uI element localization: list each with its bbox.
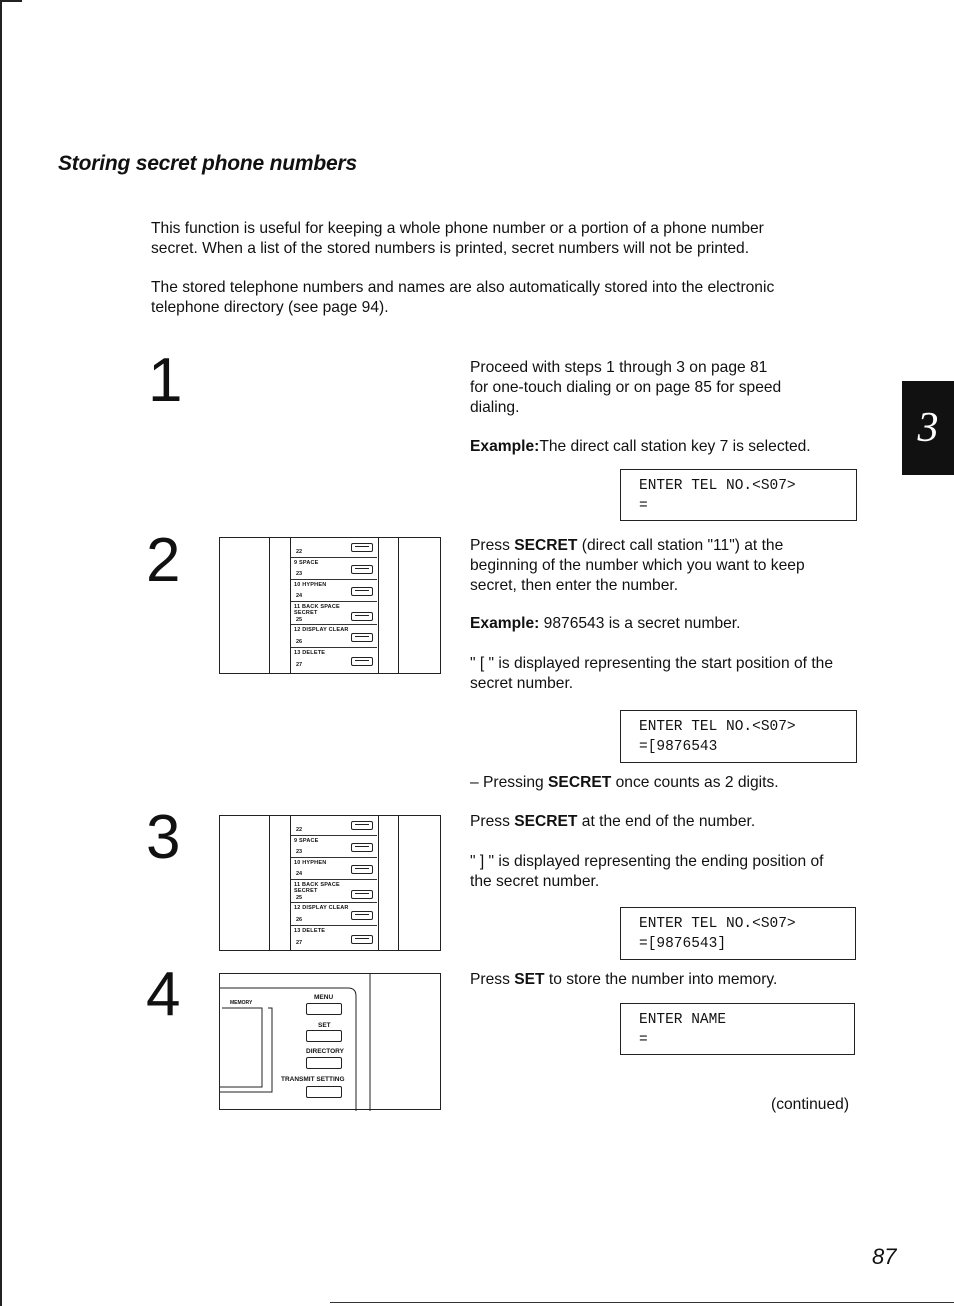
lcd-line: =	[639, 498, 648, 514]
step-3-text	[470, 812, 870, 832]
transmit-setting-label: TRANSMIT SETTING	[281, 1076, 345, 1083]
secret-key-button	[351, 612, 373, 621]
key-number: 27	[296, 662, 303, 668]
key-number: 23	[296, 571, 303, 577]
lcd-line: =[9876543]	[639, 936, 727, 952]
key-divider	[291, 624, 377, 625]
key-divider	[291, 925, 377, 926]
key-divider	[291, 835, 377, 836]
example-label: Example:	[470, 615, 540, 632]
press-text: Press	[470, 537, 515, 554]
key-label: 11 BACK SPACE SECRET	[294, 604, 340, 616]
key-name: SET	[514, 971, 545, 988]
key-label: 10 HYPHEN	[294, 860, 327, 866]
keypad-illustration-step-2	[219, 537, 441, 674]
tip-suffix: once counts as 2 digits.	[611, 774, 779, 791]
key-label: 9 SPACE	[294, 560, 319, 566]
step-2-tip	[470, 773, 870, 793]
step-number-1: 1	[148, 346, 183, 415]
step-4-text	[470, 970, 870, 990]
step-2-text	[470, 536, 870, 596]
step-2-line: (direct call station "11") at the	[577, 537, 784, 554]
secret-key-button	[351, 890, 373, 899]
menu-button	[306, 1003, 342, 1015]
delete-key-button	[351, 935, 373, 944]
key-name: SECRET	[548, 774, 612, 791]
section-title: Storing secret phone numbers	[58, 152, 357, 175]
note-line: " ] " is displayed representing the ending position of	[470, 853, 824, 870]
key-number: 26	[296, 917, 303, 923]
example-text: 9876543 is a secret number.	[539, 615, 741, 632]
note-line: the secret number.	[470, 873, 600, 890]
menu-label: MENU	[314, 994, 334, 1001]
set-label: SET	[318, 1022, 331, 1029]
display-clear-key-button	[351, 633, 373, 642]
key-number: 25	[296, 617, 303, 623]
key-label: 10 HYPHEN	[294, 582, 327, 588]
page-footer-rule	[330, 1302, 954, 1303]
page-number: 87	[872, 1244, 897, 1269]
key-name: SECRET	[514, 537, 578, 554]
step-2-note	[470, 654, 870, 694]
key-divider	[291, 857, 377, 858]
space-key-button	[351, 565, 373, 574]
page-edge-left	[0, 0, 2, 1306]
key-label: 9 SPACE	[294, 838, 319, 844]
lcd-line: ENTER NAME	[639, 1012, 727, 1028]
key-name: SECRET	[514, 813, 578, 830]
press-text: Press	[470, 813, 515, 830]
key-divider	[291, 902, 377, 903]
control-panel-illustration-step-4	[219, 973, 441, 1110]
key-number: 22	[296, 827, 303, 833]
tip-prefix: – Pressing	[470, 774, 549, 791]
step-1-line: Proceed with steps 1 through 3 on page 81	[470, 359, 768, 376]
key-divider	[291, 647, 377, 648]
key-label: 12 DISPLAY CLEAR	[294, 905, 349, 911]
key-column	[291, 816, 378, 952]
panel-divider	[378, 538, 379, 673]
key-label: 12 DISPLAY CLEAR	[294, 627, 349, 633]
example-label: Example:	[470, 438, 540, 455]
keypad-illustration-step-3	[219, 815, 441, 951]
key-number: 24	[296, 871, 303, 877]
intro-line: secret. When a list of the stored numbers is printed, secret numbers will not be printed.	[151, 240, 750, 257]
space-key-button	[351, 843, 373, 852]
step-3-note	[470, 852, 870, 892]
chapter-tab: 3	[902, 381, 954, 475]
step-1-line: for one-touch dialing or on page 85 for speed	[470, 379, 782, 396]
press-text: Press	[470, 971, 515, 988]
key-divider	[291, 557, 377, 558]
step-1-text	[470, 358, 870, 418]
panel-divider	[269, 538, 270, 673]
step-number-3: 3	[146, 803, 181, 872]
continued-note: (continued)	[771, 1096, 850, 1113]
lcd-line: ENTER TEL NO.<S07>	[639, 719, 796, 735]
page-edge-top	[0, 0, 22, 2]
lcd-line: =	[639, 1032, 648, 1048]
panel-divider	[398, 538, 399, 673]
lcd-display-1	[620, 469, 857, 521]
lcd-display-3	[620, 907, 856, 960]
key-number: 27	[296, 940, 303, 946]
intro-line: The stored telephone numbers and names are also automatically stored into the electronic	[151, 279, 775, 296]
step-1-example	[470, 437, 870, 457]
hyphen-key-button	[351, 587, 373, 596]
key-number: 23	[296, 849, 303, 855]
intro-line: telephone directory (see page 94).	[151, 299, 389, 316]
step-2-line: secret, then enter the number.	[470, 577, 679, 594]
station-key-button	[351, 821, 373, 830]
panel-divider	[269, 816, 270, 950]
note-line: " [ " is displayed representing the start position of the	[470, 655, 833, 672]
key-number: 22	[296, 549, 303, 555]
step-3-after: at the end of the number.	[577, 813, 756, 830]
key-divider	[291, 579, 377, 580]
lcd-line: ENTER TEL NO.<S07>	[639, 916, 796, 932]
key-number: 24	[296, 593, 303, 599]
delete-key-button	[351, 657, 373, 666]
lcd-display-2	[620, 710, 857, 763]
key-column	[291, 538, 378, 675]
key-number: 25	[296, 895, 303, 901]
key-divider	[291, 879, 377, 880]
directory-button	[306, 1057, 342, 1069]
panel-divider	[398, 816, 399, 950]
step-2-line: beginning of the number which you want to keep	[470, 557, 805, 574]
example-text: The direct call station key 7 is selected.	[539, 438, 811, 455]
intro-line: This function is useful for keeping a whole phone number or a portion of a phone number	[151, 220, 764, 237]
note-line: secret number.	[470, 675, 574, 692]
directory-label: DIRECTORY	[306, 1048, 344, 1055]
key-label: 11 BACK SPACE SECRET	[294, 882, 340, 894]
memory-label: MEMORY	[230, 1000, 253, 1006]
panel-divider	[378, 816, 379, 950]
step-number-2: 2	[146, 526, 181, 595]
lcd-line: =[9876543	[639, 739, 718, 755]
key-number: 26	[296, 639, 303, 645]
intro-paragraph-1	[151, 219, 851, 259]
key-divider	[291, 601, 377, 602]
set-button	[306, 1030, 342, 1042]
step-4-after: to store the number into memory.	[544, 971, 778, 988]
step-number-4: 4	[146, 960, 181, 1029]
lcd-display-4	[620, 1003, 855, 1055]
key-label: 13 DELETE	[294, 928, 326, 934]
step-2-example	[470, 614, 870, 634]
station-key-button	[351, 543, 373, 552]
display-clear-key-button	[351, 911, 373, 920]
intro-paragraph-2	[151, 278, 851, 318]
hyphen-key-button	[351, 865, 373, 874]
key-label: 13 DELETE	[294, 650, 326, 656]
step-1-line: dialing.	[470, 399, 520, 416]
transmit-setting-button	[306, 1086, 342, 1098]
lcd-line: ENTER TEL NO.<S07>	[639, 478, 796, 494]
